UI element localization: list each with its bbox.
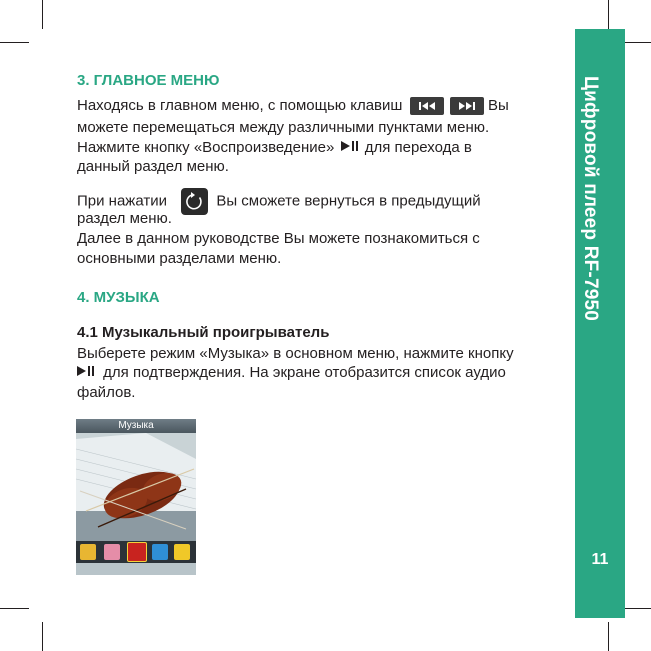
paragraph-line: Выберете режим «Музыка» в основном меню, нажмите кнопку — [77, 345, 514, 362]
paragraph-line: раздел меню. — [77, 210, 172, 227]
photo-icon — [80, 544, 96, 560]
play-pause-icon — [339, 139, 361, 157]
paragraph-line: файлов. — [77, 384, 136, 401]
menu-dock — [76, 541, 196, 563]
back-icon — [181, 188, 208, 215]
section-heading-music: 4. МУЗЫКА — [77, 289, 160, 306]
crop-mark — [0, 42, 29, 43]
crop-mark — [608, 0, 609, 29]
crop-mark — [42, 0, 43, 29]
video-icon — [152, 544, 168, 560]
page-number: 11 — [591, 551, 609, 568]
subsection-heading: 4.1 Музыкальный проигрыватель — [77, 324, 330, 341]
paragraph-line: данный раздел меню. — [77, 158, 229, 175]
crop-mark — [608, 622, 609, 651]
crop-mark — [0, 608, 29, 609]
screen-title-bar: Музыка — [76, 419, 196, 433]
flower-icon — [104, 544, 120, 560]
text-span: При нажатии — [77, 192, 167, 210]
product-title: Цифровой плеер RF-7950 — [580, 76, 601, 322]
previous-track-icon — [410, 97, 444, 115]
paragraph-line: можете перемещаться между различными пунктами меню. — [77, 119, 490, 136]
music-icon — [127, 542, 147, 562]
text-span: для подтверждения. На экране отобразится список аудио — [103, 364, 506, 381]
text-span: Находясь в главном меню, с помощью клавиш — [77, 97, 403, 114]
star-icon — [174, 544, 190, 560]
text-span: Вы — [487, 97, 509, 114]
device-screenshot — [76, 419, 196, 575]
text-span: Вы сможете вернуться в предыдущий — [216, 192, 481, 210]
crop-mark — [622, 42, 651, 43]
paragraph-line: основными разделами меню. — [77, 250, 282, 267]
paragraph-line — [77, 97, 509, 115]
play-pause-icon — [77, 364, 99, 382]
section-heading-main-menu: 3. ГЛАВНОЕ МЕНЮ — [77, 72, 220, 89]
text-span: Нажмите кнопку «Воспроизведение» — [77, 139, 335, 156]
text-span: для перехода в — [364, 139, 472, 156]
paragraph-line — [77, 139, 472, 157]
paragraph-line — [77, 364, 506, 382]
paragraph-line: Далее в данном руководстве Вы можете познакомиться с — [77, 230, 480, 247]
crop-mark — [42, 622, 43, 651]
crop-mark — [622, 608, 651, 609]
next-track-icon — [450, 97, 484, 115]
